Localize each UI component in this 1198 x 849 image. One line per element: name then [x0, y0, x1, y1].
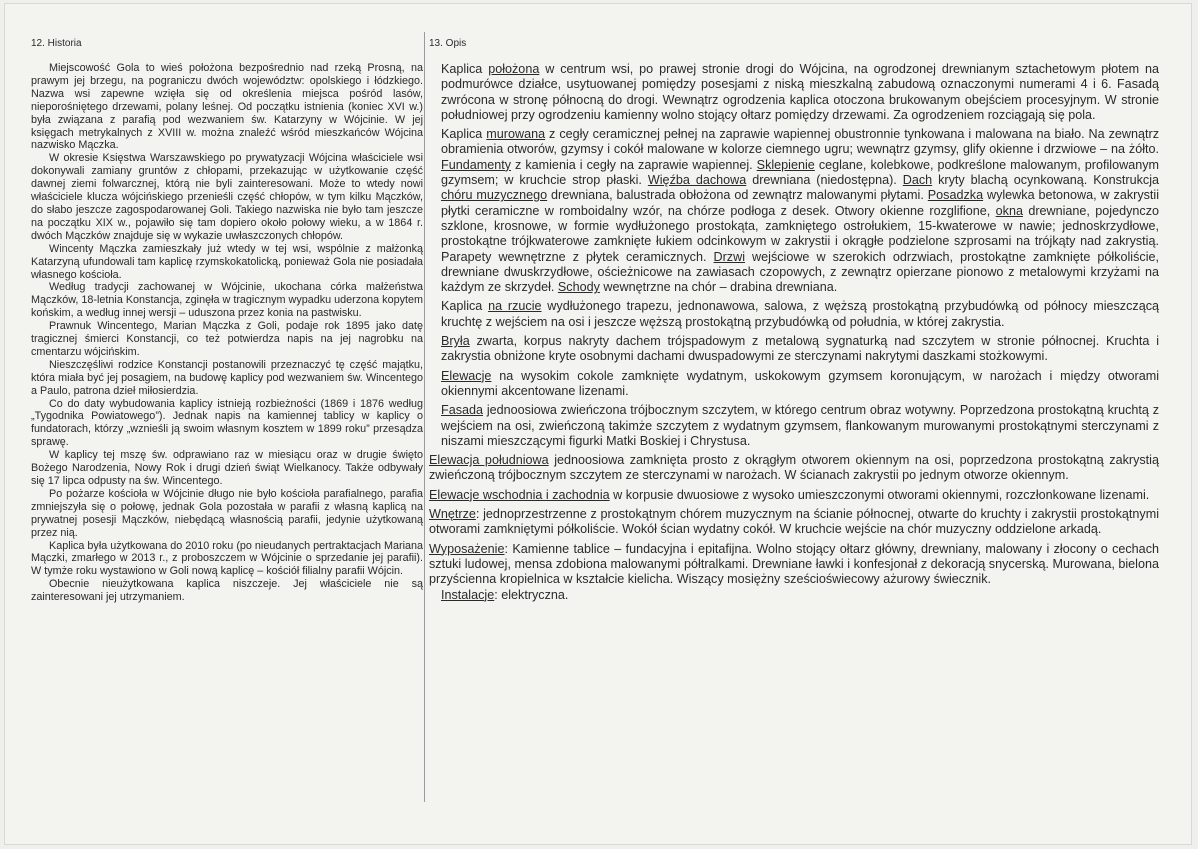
description-paragraph-wyposazenie — [429, 542, 1159, 588]
term-murowana: murowana — [486, 127, 546, 142]
text: jednoosiowa zamknięta prosto z okrągłym otworem okiennym na osi, poprzedzona prostokątną zakrystią zwieńczoną trójbocznym szczytem ze sterczynami w narożach. W ścianach zakrystii po jednym otworze okiennym. — [429, 453, 1159, 483]
text: : jednoprzestrzenne z prostokątnym chórem muzycznym na ścianie północnej, otwarte do kruchty i zakrystii prostokątnymi otworami zamkniętymi półkoliście. Wokół ścian wydatny cokół. W kruchcie wejście na chór muzyczny oddzielone arkadą. — [429, 507, 1159, 537]
text: wejściowe w szerokich odrzwiach, prostokątne zamknięte półkoliście, drewniane dwuskrzydłowe, ościeżnicowe na zawiasach czopowych, z zewnątrz opierzane pionowo z metalowymi krzyżami na każdym ze skrzydeł. — [441, 249, 1159, 295]
description-column — [429, 38, 1159, 603]
text: Kaplica — [441, 299, 489, 314]
history-heading: 12. Historia — [31, 38, 82, 49]
term-bryla: Bryła — [441, 334, 470, 349]
term-drzwi: Drzwi — [713, 249, 745, 264]
term-sklepienie: Sklepienie — [756, 157, 815, 172]
term-dach: Dach — [902, 173, 933, 188]
text: jednoosiowa zwieńczona trójbocznym szczytem, w którego centrum obraz wotywny. Poprzedzona prostokątną kruchtą z wejściem na osi, zwieńczoną takimże szczytem z wydatnym gzymsem, flankowanym murowanymi prostokątnymi sterczynami z niszami mieszczącymi figurki Matki Boskiej i Chrystusa. — [441, 403, 1159, 448]
text: kryty blachą ocynkowaną. Konstrukcja — [932, 173, 1160, 188]
term-wnetrze: Wnętrze — [429, 507, 476, 522]
document-page — [4, 3, 1192, 845]
description-paragraph-elewacje — [429, 369, 1159, 400]
description-paragraph-bryla — [429, 334, 1159, 365]
history-column — [31, 38, 423, 604]
term-schody: Schody — [557, 280, 600, 295]
history-paragraph: Miejscowość Gola to wieś położona bezpośrednio nad rzeką Prosną, na prawym jej brzegu, na pograniczu dwóch województw: opolskiego i łódzkiego. Nazwa wsi zapewne wzięła się od określenia miejsca pośród lasów, nieporośniętego drzewami, polany leśnej. Od początku istnienia (koniec XVI w.) była związana z parafią pod wezwaniem św. Katarzyny w Wójcinie. W jej księgach metrykalnych z XVIII w. można znaleźć wśród mieszkańców Wójcina nazwisko Mączka. — [31, 62, 423, 152]
text: drewniane, pojedynczo szklone, krosnowe, w formie wydłużonego prostokąta, zamkniętego ostrołukiem, 15-kwaterowe w nawie; jednoskrzydłowe, prostokątne trójkwaterowe zamknięte łukiem odcinkowym w zakrystii i okrągłe podzielone szprosami na trójkąty nad zakrystią. Parapety wewnętrzne z płytek ceramicznych. — [441, 203, 1159, 264]
term-choru-muzycznego: chóru muzycznego — [441, 188, 548, 203]
text: : elektryczna. — [494, 587, 569, 602]
text: w centrum wsi, po prawej stronie drogi do Wójcina, na ogrodzonej drewnianym sztachetowym płotem na podmurówce działce, usytuowanej pomiędzy posesjami z niską mieszkalną zabudową oznaczonymi numerami 4 i 6. Fasadą zwrócona w stronę północną do drogi. Wewnątrz ogrodzenia kaplica otoczona brukowanym obejściem procesyjnym. W stronie południowej przy ogrodzeniu kamienny wolno stojący ołtarz pomiędzy drzewami. Za ogrodzeniem rozciągają się pola. — [441, 62, 1159, 122]
text: Kaplica — [441, 62, 489, 76]
term-na-rzucie: na rzucie — [488, 299, 542, 314]
text: wewnętrzne na chór – drabina drewniana. — [599, 280, 838, 295]
term-posadzka: Posadzka — [927, 188, 984, 203]
column-divider — [424, 32, 425, 802]
text: z kamienia i cegły na zaprawie wapiennej. — [511, 157, 757, 172]
text: w korpusie dwuosiowe z wysoko umieszczonymi otworami okiennymi, rozczłonkowane lizenami. — [609, 487, 1150, 502]
term-polozona: położona — [488, 62, 540, 76]
history-paragraph: Prawnuk Wincentego, Marian Mączka z Goli, podaje rok 1895 jako datę tragicznej śmierci Konstancji, co też potwierdza napis na jej nagrobku na cmentarzu wójcińskim. — [31, 320, 423, 358]
term-elewacja-poludniowa: Elewacja południowa — [429, 453, 549, 468]
text: drewniana, balustrada obłożona od zewnątrz malowanymi płytami. — [547, 188, 928, 203]
text: wydłużonego trapezu, jednonawowa, salowa, z węższą prostokątną przybudówką od północy mieszczącą kruchtę z wejściem na osi i jeszcze węższą prostokątną przybudówką od południa, w której zakrystia. — [441, 299, 1160, 329]
history-paragraph: W okresie Księstwa Warszawskiego po prywatyzacji Wójcina właściciele wsi dokonywali zamiany gruntów z chłopami, przekazując w użytkowanie część dawnej ziemi folwarcznej, którą nie byli zainteresowani. Może to wtedy nowi właściciele klucza wójcińskiego przenieśli część chłopów, w tym kilku Mączków, do słabo jeszcze zagospodarowanej Goli. Takiego nazwiska nie było tam jeszcze na początku XIX w., pojawiło się tam dopiero około połowy wieku, a w 1864 r. dwóch Mączków znajduje się w wykazie uwłaszczonych chłopów. — [31, 152, 423, 242]
description-paragraph-instalacje — [429, 588, 1159, 603]
description-paragraph-wnetrze — [429, 507, 1159, 538]
history-paragraph: Po pożarze kościoła w Wójcinie długo nie było kościoła parafialnego, parafia zmniejszyła się o połowę, jednak Gola pozostała w parafii z własną kaplicą na prywatnej posesji Mączków, niebędącą własnością parafii, jedynie użytkowaną przez nią. — [31, 487, 423, 539]
term-wyposazenie: Wyposażenie — [429, 541, 505, 556]
history-paragraph: Co do daty wybudowania kaplicy istnieją rozbieżności (1869 i 1876 według „Tygodnika Powiatowego”). Jednak napis na kamiennej tablicy w kaplicy o fundatorach, którzy „wznieśli ją swoim własnym kosztem w 1899 roku” przesądza sprawę. — [31, 397, 423, 449]
term-elewacje: Elewacje — [441, 368, 492, 383]
history-paragraph: W kaplicy tej mszę św. odprawiano raz w miesiącu oraz w drugie święto Bożego Narodzenia, Nowy Rok i drugi dzień świąt Wielkanocy. Także odbywały się 17 lipca odpusty na św. Wincentego. — [31, 449, 423, 487]
term-fasada: Fasada — [441, 403, 484, 418]
term-fundamenty: Fundamenty — [441, 157, 512, 172]
history-paragraph: Wincenty Mączka zamieszkały już wtedy w tej wsi, wspólnie z małżonką Katarzyną ufundowali tam kaplicę rzymskokatolicką, ponieważ Gola nie posiadała własnego kościoła. — [31, 242, 423, 281]
text: ceglane, kolebkowe, podkreślone malowanym, profilowanym gzymsem; w kruchcie strop płaski. — [441, 157, 1159, 188]
term-okna: okna — [995, 203, 1023, 218]
description-paragraph-fasada — [429, 403, 1159, 449]
description-paragraph-location — [429, 62, 1159, 123]
text: Kaplica — [441, 127, 487, 142]
description-heading: 13. Opis — [429, 38, 467, 49]
history-paragraph: Nieszczęśliwi rodzice Konstancji postanowili przeznaczyć tę część majątku, która miała być jej posagiem, na budowę kaplicy pod wezwaniem św. Wincentego a Paulo, patrona dzieł miłosierdzia. — [31, 358, 423, 397]
text: na wysokim cokole zamknięte wydatnym, uskokowym gzymsem koronującym, w narożach i między otworami okiennymi akcentowane lizenami. — [441, 368, 1159, 398]
text: z cegły ceramicznej pełnej na zaprawie wapiennej obustronnie tynkowana i malowana na biało. Na zewnątrz obramienia otworów, gzymsy i cokół malowane w kolorze ciemnego ugru; wewnątrz gzymsy, glify okienne i drzwiowe – na żółto. — [441, 127, 1160, 157]
history-paragraph: Według tradycji zachowanej w Wójcinie, ukochana córka małżeństwa Mączków, 18-letnia Konstancja, zginęła w tragicznym wypadku uderzona kopytem końskim, a według innej wersji – uduszona przez konia na pastwisku. — [31, 281, 423, 320]
term-instalacje: Instalacje — [441, 587, 495, 602]
term-elewacje-wschodnia-zachodnia: Elewacje wschodnia i zachodnia — [429, 487, 610, 502]
term-wiezba-dachowa: Więźba dachowa — [647, 173, 747, 188]
text: drewniana (niedostępna). — [746, 173, 903, 188]
description-paragraph-elewacja-poludniowa — [429, 453, 1159, 484]
description-paragraph-elewacje-wsch-zach — [429, 488, 1159, 503]
text: : Kamienne tablice – fundacyjna i epitafijna. Wolno stojący ołtarz główny, drewniany, malowany i złocony o cechach sztuki ludowej, mensa zdobiona malowanymi półtralkami. Drewniane ławki i konfesjonał z dekoracją snycerską. Murowana, bielona przyścienna kropielnica w kształcie kielicha. Wiszący mosiężny sześcioświecowy ażurowy świecznik. — [429, 541, 1159, 587]
history-paragraph: Obecnie nieużytkowana kaplica niszczeje. Jej właściciele nie są zainteresowani jej utrzymaniem. — [31, 578, 423, 604]
description-paragraph-plan — [429, 299, 1159, 330]
history-paragraph: Kaplica była użytkowana do 2010 roku (po nieudanych pertraktacjach Mariana Mączki, zmarłego w 2013 r., z proboszczem w Wójcinie o sprzedanie jej parafii). W tymże roku wystawiono w Goli nową kaplicę – kościół filialny parafii Wójcin. — [31, 539, 423, 578]
description-paragraph-construction — [429, 127, 1159, 295]
text: zwarta, korpus nakryty dachem trójspadowym z metalową sygnaturką nad szczytem w stronie północnej. Kruchta i zakrystia obniżone kryte osobnymi dachami dwuspadowymi ze sterczynami nakrytymi daszkami stożkowymi. — [441, 334, 1159, 364]
text: wylewka betonowa, w zakrystii płytki ceramiczne w romboidalny wzór, na chórze podłoga z desek. Otwory okienne rozglifione, — [441, 188, 1160, 218]
